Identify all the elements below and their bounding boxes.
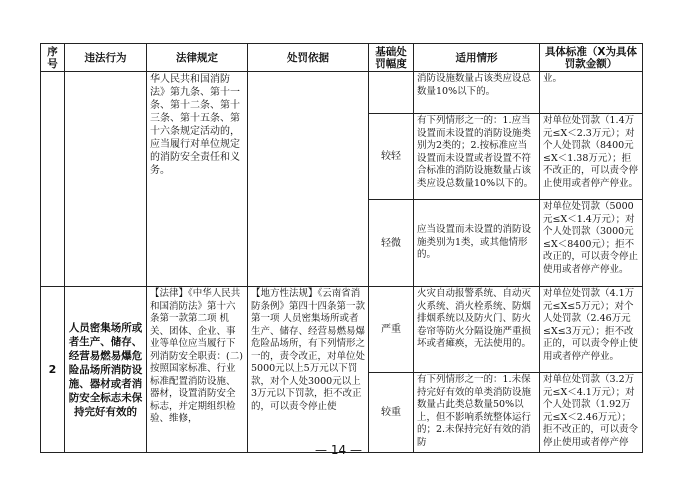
- header-standard: 具体标准（X为具体罚款金额）: [540, 44, 643, 72]
- row2-seq: 2: [41, 287, 65, 453]
- light-circumstance: 有下列情形之一的：1.应当设置而未设置的消防设施类别为2类的；2.按标准应当设置而未设置或者设置不符合标准的消防设施数量占该类应设总数量10%以下的。: [414, 114, 540, 200]
- level-severe: 严重: [369, 287, 414, 373]
- header-basis: 处罚依据: [248, 44, 369, 72]
- row1-top-standard: 业。: [540, 72, 643, 114]
- header-level: 基础处罚幅度: [369, 44, 414, 72]
- header-circumstance: 适用情形: [414, 44, 540, 72]
- table-row: [41, 287, 643, 373]
- page-number: — 14 —: [315, 443, 362, 457]
- severe-circumstance: 火灾自动报警系统、自动灭火系统、消火栓系统、防烟排烟系统以及防火门、防火卷帘等防火分隔设施严重损坏或者瘫痪，无法使用的。: [414, 287, 540, 373]
- row2-law: 【法律】《中华人民共和国消防法》第十六条第一款第二项 机关、团体、企业、事业等单位应当履行下列消防安全职责：(二)按照国家标准、行业标准配置消防设施、器材，设置消防安全标志，并定期组织检验、维修，: [147, 287, 248, 453]
- heavy-circumstance: 有下列情形之一的：1.未保持完好有效的单类消防设施数量占此类总数量50%以上，但不影响系统整体运行的；2.未保持完好有效的消防: [414, 373, 540, 453]
- row1-law: 华人民共和国消防法》第九条、第十一条、第十二条、第十三条、第十五条、第十六条规定活动的，应当履行对单位规定的消防安全责任和义务。: [147, 72, 248, 287]
- header-law: 法律规定: [147, 44, 248, 72]
- header-row: [41, 44, 643, 72]
- light-standard: 对单位处罚款（1.4万元≤X＜2.3万元）；对个人处罚款（8400元≤X＜1.38万元）；拒不改正的，可以责令停止使用或者停产停业。: [540, 114, 643, 200]
- row2-violation: 人员密集场所或者生产、储存、经营易燃易爆危险品场所消防设施、器材或者消防安全标志未保持完好有效的: [65, 287, 147, 453]
- header-violation: 违法行为: [65, 44, 147, 72]
- row2-basis: 【地方性法规】《云南省消防条例》第四十四条第一款第一项 人员密集场所或者生产、储存、经营易燃易爆危险品场所，有下列情形之一的，责令改正，对单位处5000元以上5万元以下罚款，对个人处3000元以上3万元以下罚款，拒不改正的，可以责令停止使: [248, 287, 369, 453]
- row1-top-level: [369, 72, 414, 114]
- level-slight: 轻微: [369, 200, 414, 287]
- row1-seq: [41, 72, 65, 287]
- row1-basis: [248, 72, 369, 287]
- slight-circumstance: 应当设置而未设置的消防设施类别为1类，或其他情形的。: [414, 200, 540, 287]
- table-row: [41, 72, 643, 114]
- slight-standard: 对单位处罚款（5000元≤X＜1.4万元）；对个人处罚款（3000元≤X＜8400元）；拒不改正的，可以责令停止使用或者停产停业。: [540, 200, 643, 287]
- header-seq: 序号: [41, 44, 65, 72]
- severe-standard: 对单位处罚款（4.1万元≤X≤5万元）；对个人处罚款（2.46万元≤X≤3万元）；拒不改正的，可以责令停止使用或者停产停业。: [540, 287, 643, 373]
- penalty-table-sheet: [40, 43, 642, 448]
- penalty-standard-table: [40, 43, 643, 453]
- level-heavy: 较重: [369, 373, 414, 453]
- level-light: 较轻: [369, 114, 414, 200]
- heavy-standard: 对单位处罚款（3.2万元≤X＜4.1万元）；对个人处罚款（1.92万元≤X＜2.46万元）；拒不改正的，可以责令停止使用或者停产停: [540, 373, 643, 453]
- row1-violation: [65, 72, 147, 287]
- row1-top-circumstance: 消防设施数量占该类应设总数量10%以下的。: [414, 72, 540, 114]
